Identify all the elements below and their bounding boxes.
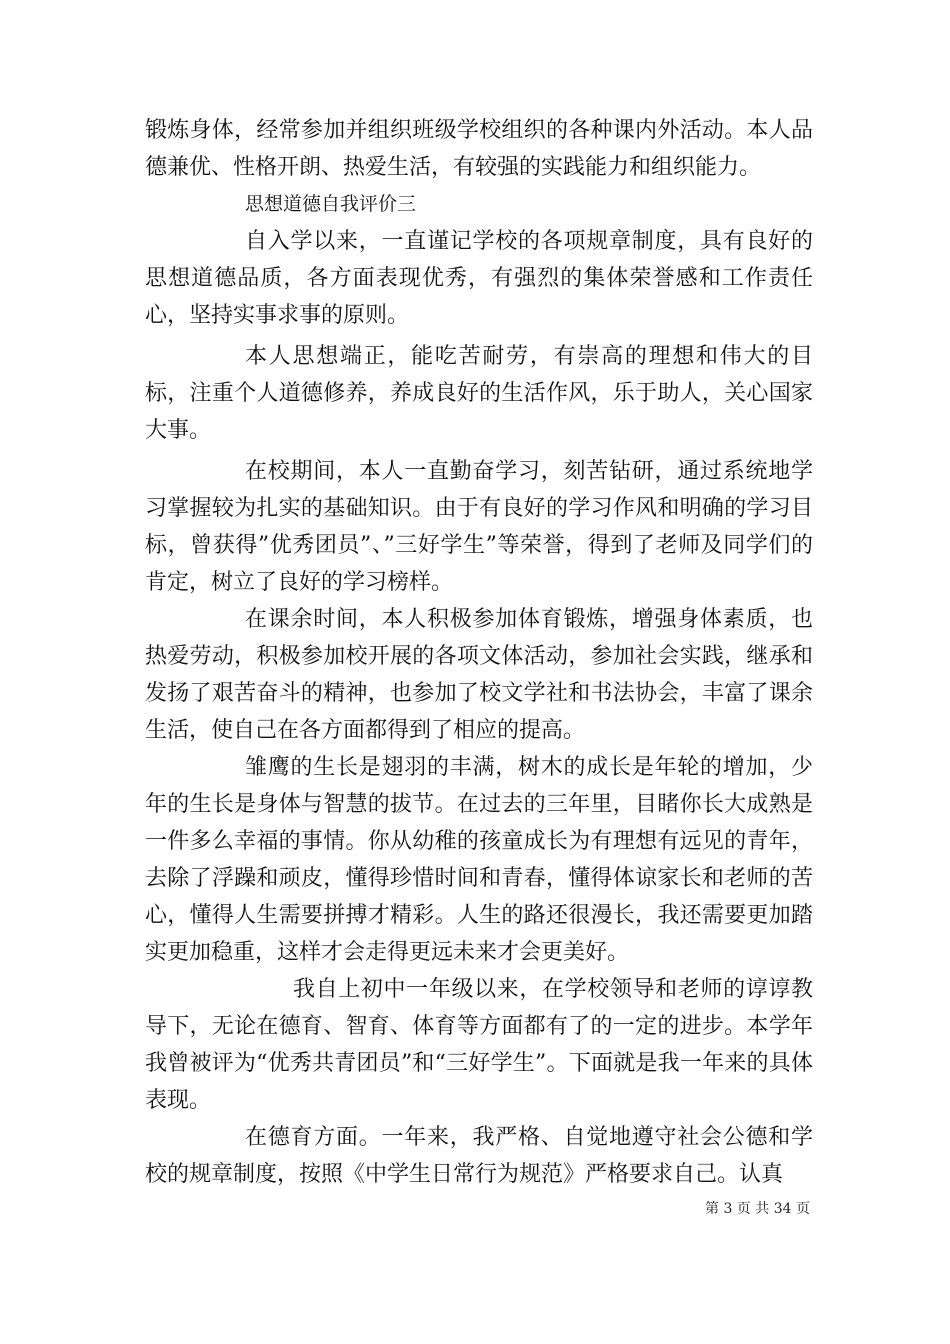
- paragraph: 自入学以来，一直谨记学校的各项规章制度，具有良好的思想道德品质，各方面表现优秀，有强烈的集体荣誉感和工作责任心，坚持实事求事的原则。: [145, 229, 813, 328]
- paragraph-continuation: 锻炼身体，经常参加并组织班级学校组织的各种课内外活动。本人品德兼优、性格开朗、热爱生活，有较强的实践能力和组织能力。: [145, 118, 813, 180]
- paragraph: 我自上初中一年级以来，在学校领导和老师的谆谆教导下，无论在德育、智育、体育等方面都有了的一定的进步。本学年我曾被评为“优秀共青团员”和“三好学生”。下面就是我一年来的具体表现。: [145, 977, 813, 1113]
- paragraph: 本人思想端正，能吃苦耐劳，有崇高的理想和伟大的目标，注重个人道德修养，养成良好的生活作风，乐于助人，关心国家大事。: [145, 344, 813, 443]
- section-heading: 思想道德自我评价三: [245, 193, 417, 215]
- paragraph: 在课余时间，本人积极参加体育锻炼，增强身体素质，也热爱劳动，积极参加校开展的各项文体活动，参加社会实践，继承和发扬了艰苦奋斗的精神，也参加了校文学社和书法协会，丰富了课余生活，使自己在各方面都得到了相应的提高。: [145, 607, 813, 743]
- paragraph: 在德育方面。一年来，我严格、自觉地遵守社会公德和学校的规章制度，按照《中学生日常行为规范》严格要求自己。认真: [145, 1125, 813, 1187]
- document-body: [145, 112, 813, 1193]
- paragraph: 雏鹰的生长是翅羽的丰满，树木的成长是年轮的增加，少年的生长是身体与智慧的拔节。在过去的三年里，目睹你长大成熟是一件多么幸福的事情。你从幼稚的孩童成长为有理想有远见的青年，去除了浮躁和顽皮，懂得珍惜时间和青春，懂得体谅家长和老师的苦心，懂得人生需要拼搏才精彩。人生的路还很漫长，我还需要更加踏实更加稳重，这样才会走得更远未来才会更美好。: [145, 755, 813, 965]
- page-number: 第 3 页 共 34 页: [705, 1201, 810, 1217]
- paragraph: 在校期间，本人一直勤奋学习，刻苦钻研，通过系统地学习掌握较为扎实的基础知识。由于有良好的学习作风和明确的学习目标，曾获得”优秀团员”、”三好学生”等荣誉，得到了老师及同学们的肯定，树立了良好的学习榜样。: [145, 459, 813, 595]
